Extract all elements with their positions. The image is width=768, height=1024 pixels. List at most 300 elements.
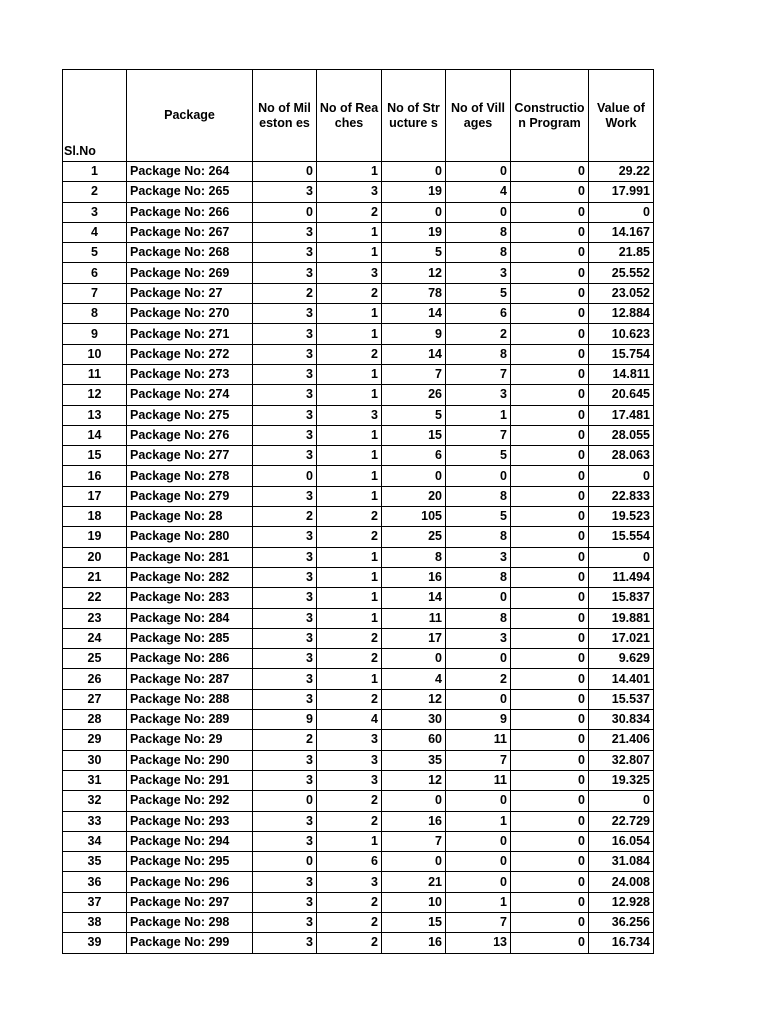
cell-reaches: 2 — [317, 811, 382, 831]
cell-milestones: 3 — [253, 628, 317, 648]
cell-reaches: 1 — [317, 304, 382, 324]
cell-reaches: 2 — [317, 933, 382, 953]
cell-structures: 12 — [382, 689, 446, 709]
cell-sl-no: 32 — [63, 791, 127, 811]
cell-value-of-work: 15.754 — [589, 344, 654, 364]
cell-structures: 16 — [382, 567, 446, 587]
cell-value-of-work: 17.481 — [589, 405, 654, 425]
table-row — [63, 263, 654, 283]
cell-construction-program: 0 — [511, 912, 589, 932]
cell-value-of-work: 28.063 — [589, 446, 654, 466]
table-row — [63, 730, 654, 750]
cell-construction-program: 0 — [511, 486, 589, 506]
cell-construction-program: 0 — [511, 852, 589, 872]
cell-package: Package No: 279 — [127, 486, 253, 506]
cell-structures: 15 — [382, 912, 446, 932]
cell-value-of-work: 21.85 — [589, 243, 654, 263]
cell-structures: 35 — [382, 750, 446, 770]
cell-milestones: 3 — [253, 669, 317, 689]
cell-structures: 26 — [382, 385, 446, 405]
table-row — [63, 202, 654, 222]
cell-construction-program: 0 — [511, 892, 589, 912]
cell-structures: 0 — [382, 649, 446, 669]
cell-villages: 9 — [446, 710, 511, 730]
cell-villages: 4 — [446, 182, 511, 202]
cell-package: Package No: 276 — [127, 425, 253, 445]
table-row — [63, 466, 654, 486]
cell-milestones: 3 — [253, 689, 317, 709]
cell-villages: 7 — [446, 425, 511, 445]
cell-structures: 12 — [382, 770, 446, 790]
cell-package: Package No: 292 — [127, 791, 253, 811]
cell-villages: 7 — [446, 750, 511, 770]
cell-sl-no: 19 — [63, 527, 127, 547]
cell-milestones: 3 — [253, 892, 317, 912]
table-row — [63, 710, 654, 730]
cell-villages: 0 — [446, 649, 511, 669]
cell-structures: 0 — [382, 852, 446, 872]
cell-reaches: 2 — [317, 791, 382, 811]
cell-sl-no: 16 — [63, 466, 127, 486]
cell-package: Package No: 29 — [127, 730, 253, 750]
cell-construction-program: 0 — [511, 567, 589, 587]
cell-value-of-work: 14.401 — [589, 669, 654, 689]
cell-package: Package No: 295 — [127, 852, 253, 872]
cell-construction-program: 0 — [511, 750, 589, 770]
cell-value-of-work: 9.629 — [589, 649, 654, 669]
cell-package: Package No: 28 — [127, 507, 253, 527]
cell-construction-program: 0 — [511, 811, 589, 831]
cell-structures: 6 — [382, 446, 446, 466]
cell-value-of-work: 15.537 — [589, 689, 654, 709]
cell-value-of-work: 29.22 — [589, 162, 654, 182]
cell-value-of-work: 14.811 — [589, 364, 654, 384]
cell-sl-no: 34 — [63, 831, 127, 851]
cell-construction-program: 0 — [511, 628, 589, 648]
cell-villages: 8 — [446, 527, 511, 547]
cell-reaches: 2 — [317, 892, 382, 912]
cell-sl-no: 1 — [63, 162, 127, 182]
cell-villages: 3 — [446, 385, 511, 405]
cell-milestones: 3 — [253, 344, 317, 364]
cell-package: Package No: 271 — [127, 324, 253, 344]
cell-construction-program: 0 — [511, 730, 589, 750]
cell-sl-no: 15 — [63, 446, 127, 466]
cell-reaches: 2 — [317, 507, 382, 527]
cell-package: Package No: 272 — [127, 344, 253, 364]
cell-milestones: 3 — [253, 527, 317, 547]
table-row — [63, 669, 654, 689]
cell-value-of-work: 31.084 — [589, 852, 654, 872]
cell-villages: 8 — [446, 243, 511, 263]
cell-package: Package No: 264 — [127, 162, 253, 182]
cell-milestones: 0 — [253, 162, 317, 182]
cell-milestones: 3 — [253, 649, 317, 669]
cell-sl-no: 25 — [63, 649, 127, 669]
cell-villages: 7 — [446, 364, 511, 384]
cell-milestones: 3 — [253, 486, 317, 506]
header-milestones: No of Mileston es — [253, 70, 317, 162]
cell-milestones: 3 — [253, 588, 317, 608]
table-row — [63, 425, 654, 445]
header-villages: No of Villages — [446, 70, 511, 162]
cell-package: Package No: 267 — [127, 222, 253, 242]
table-row — [63, 162, 654, 182]
table-row — [63, 628, 654, 648]
cell-construction-program: 0 — [511, 425, 589, 445]
cell-milestones: 0 — [253, 791, 317, 811]
cell-villages: 13 — [446, 933, 511, 953]
cell-package: Package No: 288 — [127, 689, 253, 709]
header-reaches: No of Reaches — [317, 70, 382, 162]
table-row — [63, 872, 654, 892]
cell-construction-program: 0 — [511, 162, 589, 182]
cell-sl-no: 39 — [63, 933, 127, 953]
cell-reaches: 2 — [317, 202, 382, 222]
cell-milestones: 3 — [253, 872, 317, 892]
cell-structures: 10 — [382, 892, 446, 912]
cell-structures: 20 — [382, 486, 446, 506]
cell-villages: 3 — [446, 547, 511, 567]
cell-structures: 105 — [382, 507, 446, 527]
cell-package: Package No: 284 — [127, 608, 253, 628]
table-row — [63, 649, 654, 669]
cell-package: Package No: 299 — [127, 933, 253, 953]
cell-villages: 8 — [446, 486, 511, 506]
cell-milestones: 3 — [253, 446, 317, 466]
cell-reaches: 3 — [317, 263, 382, 283]
table-row — [63, 304, 654, 324]
table-row — [63, 283, 654, 303]
cell-structures: 0 — [382, 202, 446, 222]
cell-milestones: 3 — [253, 770, 317, 790]
cell-sl-no: 31 — [63, 770, 127, 790]
cell-structures: 0 — [382, 791, 446, 811]
cell-value-of-work: 19.523 — [589, 507, 654, 527]
cell-sl-no: 13 — [63, 405, 127, 425]
table-row — [63, 852, 654, 872]
cell-reaches: 1 — [317, 567, 382, 587]
table-row — [63, 770, 654, 790]
cell-sl-no: 24 — [63, 628, 127, 648]
cell-villages: 3 — [446, 628, 511, 648]
cell-reaches: 1 — [317, 243, 382, 263]
cell-milestones: 3 — [253, 547, 317, 567]
cell-value-of-work: 15.837 — [589, 588, 654, 608]
cell-package: Package No: 285 — [127, 628, 253, 648]
cell-milestones: 3 — [253, 811, 317, 831]
cell-milestones: 3 — [253, 324, 317, 344]
cell-reaches: 1 — [317, 446, 382, 466]
cell-value-of-work: 24.008 — [589, 872, 654, 892]
cell-structures: 16 — [382, 811, 446, 831]
cell-package: Package No: 294 — [127, 831, 253, 851]
cell-construction-program: 0 — [511, 791, 589, 811]
cell-milestones: 3 — [253, 425, 317, 445]
cell-structures: 21 — [382, 872, 446, 892]
cell-sl-no: 37 — [63, 892, 127, 912]
cell-reaches: 1 — [317, 831, 382, 851]
cell-package: Package No: 27 — [127, 283, 253, 303]
cell-structures: 7 — [382, 831, 446, 851]
cell-reaches: 1 — [317, 425, 382, 445]
cell-construction-program: 0 — [511, 385, 589, 405]
cell-sl-no: 30 — [63, 750, 127, 770]
cell-reaches: 1 — [317, 486, 382, 506]
cell-value-of-work: 25.552 — [589, 263, 654, 283]
cell-villages: 11 — [446, 730, 511, 750]
cell-reaches: 2 — [317, 527, 382, 547]
cell-milestones: 3 — [253, 750, 317, 770]
header-structures: No of Structure s — [382, 70, 446, 162]
cell-value-of-work: 10.623 — [589, 324, 654, 344]
cell-villages: 1 — [446, 405, 511, 425]
cell-reaches: 2 — [317, 344, 382, 364]
cell-structures: 4 — [382, 669, 446, 689]
cell-villages: 1 — [446, 892, 511, 912]
cell-value-of-work: 16.734 — [589, 933, 654, 953]
header-value-of-work: Value of Work — [589, 70, 654, 162]
cell-sl-no: 11 — [63, 364, 127, 384]
cell-reaches: 1 — [317, 669, 382, 689]
cell-reaches: 1 — [317, 547, 382, 567]
table-row — [63, 750, 654, 770]
cell-milestones: 0 — [253, 202, 317, 222]
cell-milestones: 2 — [253, 730, 317, 750]
cell-villages: 0 — [446, 689, 511, 709]
cell-construction-program: 0 — [511, 649, 589, 669]
cell-construction-program: 0 — [511, 669, 589, 689]
table-row — [63, 344, 654, 364]
cell-sl-no: 7 — [63, 283, 127, 303]
header-construction-program: Constructio n Program — [511, 70, 589, 162]
cell-villages: 5 — [446, 283, 511, 303]
cell-package: Package No: 290 — [127, 750, 253, 770]
table-row — [63, 324, 654, 344]
cell-villages: 2 — [446, 669, 511, 689]
cell-sl-no: 21 — [63, 567, 127, 587]
cell-structures: 5 — [382, 405, 446, 425]
cell-sl-no: 4 — [63, 222, 127, 242]
cell-package: Package No: 293 — [127, 811, 253, 831]
cell-value-of-work: 12.884 — [589, 304, 654, 324]
cell-structures: 11 — [382, 608, 446, 628]
cell-value-of-work: 19.881 — [589, 608, 654, 628]
cell-construction-program: 0 — [511, 182, 589, 202]
cell-sl-no: 14 — [63, 425, 127, 445]
cell-villages: 0 — [446, 466, 511, 486]
table-row — [63, 567, 654, 587]
cell-value-of-work: 0 — [589, 791, 654, 811]
cell-structures: 19 — [382, 222, 446, 242]
cell-structures: 14 — [382, 304, 446, 324]
cell-sl-no: 9 — [63, 324, 127, 344]
table-row — [63, 507, 654, 527]
table-row — [63, 831, 654, 851]
cell-package: Package No: 297 — [127, 892, 253, 912]
cell-reaches: 1 — [317, 588, 382, 608]
cell-reaches: 2 — [317, 283, 382, 303]
table-row — [63, 364, 654, 384]
cell-sl-no: 2 — [63, 182, 127, 202]
cell-sl-no: 27 — [63, 689, 127, 709]
cell-package: Package No: 281 — [127, 547, 253, 567]
cell-reaches: 3 — [317, 405, 382, 425]
cell-value-of-work: 22.729 — [589, 811, 654, 831]
cell-construction-program: 0 — [511, 446, 589, 466]
cell-villages: 2 — [446, 324, 511, 344]
cell-villages: 1 — [446, 811, 511, 831]
table-row — [63, 912, 654, 932]
table-row — [63, 791, 654, 811]
cell-sl-no: 6 — [63, 263, 127, 283]
cell-milestones: 3 — [253, 385, 317, 405]
header-package: Package — [127, 70, 253, 162]
cell-sl-no: 26 — [63, 669, 127, 689]
cell-villages: 5 — [446, 446, 511, 466]
cell-reaches: 1 — [317, 466, 382, 486]
cell-value-of-work: 21.406 — [589, 730, 654, 750]
cell-reaches: 3 — [317, 730, 382, 750]
cell-villages: 8 — [446, 344, 511, 364]
cell-structures: 9 — [382, 324, 446, 344]
cell-milestones: 3 — [253, 405, 317, 425]
cell-package: Package No: 270 — [127, 304, 253, 324]
cell-sl-no: 29 — [63, 730, 127, 750]
cell-sl-no: 36 — [63, 872, 127, 892]
cell-construction-program: 0 — [511, 405, 589, 425]
cell-structures: 17 — [382, 628, 446, 648]
cell-construction-program: 0 — [511, 466, 589, 486]
table-row — [63, 385, 654, 405]
cell-villages: 0 — [446, 202, 511, 222]
cell-value-of-work: 19.325 — [589, 770, 654, 790]
cell-sl-no: 22 — [63, 588, 127, 608]
table-row — [63, 182, 654, 202]
cell-construction-program: 0 — [511, 507, 589, 527]
cell-construction-program: 0 — [511, 344, 589, 364]
table-row — [63, 243, 654, 263]
cell-sl-no: 12 — [63, 385, 127, 405]
cell-milestones: 3 — [253, 263, 317, 283]
cell-villages: 7 — [446, 912, 511, 932]
cell-sl-no: 23 — [63, 608, 127, 628]
cell-value-of-work: 20.645 — [589, 385, 654, 405]
cell-reaches: 4 — [317, 710, 382, 730]
table-row — [63, 222, 654, 242]
table-row — [63, 892, 654, 912]
cell-package: Package No: 291 — [127, 770, 253, 790]
table-row — [63, 486, 654, 506]
cell-value-of-work: 23.052 — [589, 283, 654, 303]
cell-milestones: 3 — [253, 608, 317, 628]
cell-villages: 8 — [446, 222, 511, 242]
cell-milestones: 2 — [253, 507, 317, 527]
cell-value-of-work: 14.167 — [589, 222, 654, 242]
cell-construction-program: 0 — [511, 831, 589, 851]
cell-construction-program: 0 — [511, 689, 589, 709]
cell-package: Package No: 266 — [127, 202, 253, 222]
cell-villages: 8 — [446, 608, 511, 628]
cell-villages: 5 — [446, 507, 511, 527]
cell-sl-no: 17 — [63, 486, 127, 506]
cell-value-of-work: 28.055 — [589, 425, 654, 445]
cell-construction-program: 0 — [511, 263, 589, 283]
cell-milestones: 3 — [253, 304, 317, 324]
cell-structures: 25 — [382, 527, 446, 547]
cell-villages: 0 — [446, 588, 511, 608]
cell-reaches: 3 — [317, 750, 382, 770]
cell-structures: 0 — [382, 466, 446, 486]
cell-value-of-work: 22.833 — [589, 486, 654, 506]
cell-package: Package No: 287 — [127, 669, 253, 689]
cell-villages: 3 — [446, 263, 511, 283]
cell-milestones: 2 — [253, 283, 317, 303]
cell-value-of-work: 36.256 — [589, 912, 654, 932]
cell-construction-program: 0 — [511, 222, 589, 242]
cell-reaches: 1 — [317, 162, 382, 182]
cell-structures: 14 — [382, 344, 446, 364]
table-row — [63, 405, 654, 425]
cell-villages: 0 — [446, 831, 511, 851]
cell-structures: 78 — [382, 283, 446, 303]
cell-reaches: 1 — [317, 608, 382, 628]
cell-construction-program: 0 — [511, 202, 589, 222]
cell-reaches: 3 — [317, 182, 382, 202]
cell-construction-program: 0 — [511, 608, 589, 628]
cell-package: Package No: 273 — [127, 364, 253, 384]
cell-structures: 7 — [382, 364, 446, 384]
table-row — [63, 547, 654, 567]
table-row — [63, 527, 654, 547]
cell-construction-program: 0 — [511, 243, 589, 263]
cell-sl-no: 33 — [63, 811, 127, 831]
cell-value-of-work: 32.807 — [589, 750, 654, 770]
cell-sl-no: 35 — [63, 852, 127, 872]
cell-construction-program: 0 — [511, 364, 589, 384]
table-row — [63, 588, 654, 608]
cell-construction-program: 0 — [511, 770, 589, 790]
cell-value-of-work: 17.021 — [589, 628, 654, 648]
cell-package: Package No: 283 — [127, 588, 253, 608]
cell-value-of-work: 0 — [589, 202, 654, 222]
header-sl-no: Sl.No — [63, 70, 127, 162]
cell-value-of-work: 15.554 — [589, 527, 654, 547]
table-row — [63, 933, 654, 953]
table-row — [63, 608, 654, 628]
cell-package: Package No: 269 — [127, 263, 253, 283]
cell-reaches: 1 — [317, 222, 382, 242]
cell-reaches: 2 — [317, 649, 382, 669]
header-row — [63, 70, 654, 162]
cell-value-of-work: 12.928 — [589, 892, 654, 912]
cell-milestones: 3 — [253, 831, 317, 851]
cell-villages: 0 — [446, 872, 511, 892]
cell-milestones: 3 — [253, 364, 317, 384]
cell-construction-program: 0 — [511, 324, 589, 344]
cell-structures: 8 — [382, 547, 446, 567]
cell-structures: 19 — [382, 182, 446, 202]
cell-reaches: 1 — [317, 385, 382, 405]
cell-structures: 15 — [382, 425, 446, 445]
cell-sl-no: 20 — [63, 547, 127, 567]
cell-construction-program: 0 — [511, 547, 589, 567]
cell-construction-program: 0 — [511, 527, 589, 547]
cell-value-of-work: 17.991 — [589, 182, 654, 202]
cell-structures: 16 — [382, 933, 446, 953]
cell-reaches: 2 — [317, 689, 382, 709]
cell-villages: 8 — [446, 567, 511, 587]
